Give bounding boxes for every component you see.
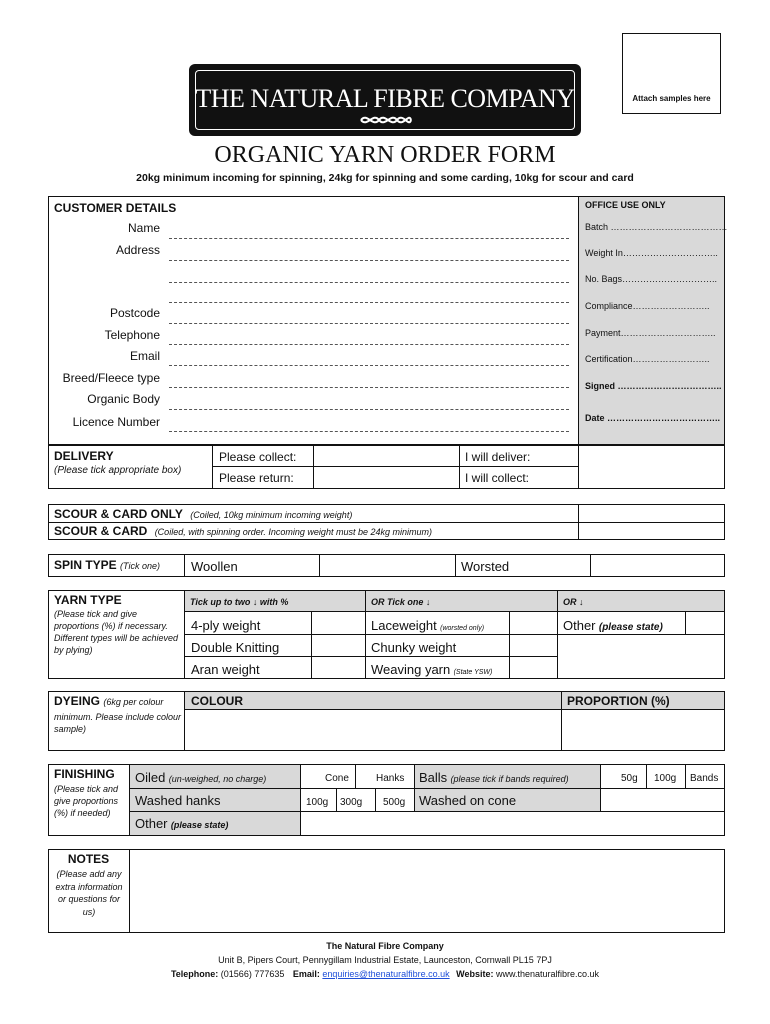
finishing-note: (Please tick and give proportions (%) if needed)	[54, 784, 119, 818]
footer-website: www.thenaturalfibre.co.uk	[496, 969, 600, 979]
footer-email-label: Email:	[292, 969, 320, 979]
yarn-weaving-label: Weaving yarn	[371, 662, 451, 677]
yarn-dk-checkbox[interactable]	[312, 635, 365, 656]
scour-card-only-label: SCOUR & CARD ONLY	[54, 507, 183, 521]
yarn-other-note: (please state)	[598, 622, 663, 633]
woollen-label: Woollen	[191, 559, 238, 574]
balls-100g-checkbox[interactable]	[647, 765, 685, 788]
balls-row	[419, 770, 569, 785]
finishing-label: FINISHING	[54, 767, 115, 781]
scour-card-note: (Coiled, with spinning order. Incoming weight must be 24kg minimum)	[154, 527, 432, 537]
delivery-section	[48, 445, 725, 489]
washed-500g-label: 500g	[383, 797, 406, 808]
footer-contact	[0, 969, 770, 979]
scour-card-checkbox[interactable]	[579, 523, 724, 539]
office-payment: Payment…………………………..	[585, 328, 716, 338]
page-title: ORGANIC YARN ORDER FORM	[214, 142, 556, 168]
yarn-4ply-checkbox[interactable]	[312, 613, 365, 634]
finishing-section	[48, 764, 725, 836]
notes-section	[48, 849, 725, 933]
notes-label: NOTES	[67, 852, 110, 866]
bands-checkbox[interactable]	[686, 765, 724, 788]
dyeing-row	[54, 694, 163, 708]
yarn-other-label: Other	[563, 618, 596, 633]
colour-input[interactable]	[185, 711, 561, 750]
telephone-field[interactable]	[169, 344, 569, 345]
yarn-weaving-checkbox[interactable]	[510, 657, 557, 678]
scour-card-section	[48, 504, 725, 540]
footer-email-link[interactable]: enquiries@thenaturalfibre.co.uk	[322, 969, 450, 979]
office-use-heading: OFFICE USE ONLY	[585, 200, 666, 210]
balls-note: (please tick if bands required)	[450, 774, 569, 784]
colour-heading: COLOUR	[191, 694, 243, 708]
telephone-label: Telephone	[104, 328, 160, 342]
notes-input[interactable]	[130, 850, 724, 932]
finishing-other-label: Other	[135, 816, 168, 831]
knot-icon	[357, 112, 413, 128]
yarn-laceweight-row	[371, 618, 484, 633]
spin-type-section	[48, 554, 725, 577]
office-batch: Batch …………………………………	[585, 222, 728, 232]
footer-website-label: Website:	[456, 969, 494, 979]
yarn-col3-head: OR ↓	[563, 597, 584, 607]
dyeing-note1: (6kg per colour	[103, 697, 164, 707]
yarn-laceweight-note: (worsted only)	[440, 625, 485, 632]
licence-number-field[interactable]	[169, 431, 569, 432]
washed-on-cone-checkbox[interactable]	[601, 789, 724, 811]
oiled-note: (un-weighed, no charge)	[168, 774, 267, 784]
balls-50g-label: 50g	[621, 773, 638, 784]
email-label: Email	[129, 349, 160, 363]
washed-300g-checkbox[interactable]	[337, 789, 375, 811]
yarn-weaving-row	[371, 662, 492, 677]
name-label: Name	[127, 221, 160, 235]
woollen-checkbox[interactable]	[320, 555, 455, 576]
yarn-col2-head: OR Tick one ↓	[371, 597, 431, 607]
spin-type-label: SPIN TYPE	[54, 558, 117, 572]
yarn-dk-label: Double Knitting	[191, 640, 280, 655]
washed-100g-checkbox[interactable]	[301, 789, 336, 811]
balls-label: Balls	[419, 770, 448, 785]
yarn-4ply-label: 4-ply weight	[191, 618, 261, 633]
footer-company: The Natural Fibre Company	[326, 941, 444, 951]
yarn-laceweight-label: Laceweight	[371, 618, 437, 633]
logo-text: THE NATURAL FIBRE COMPANY	[195, 84, 575, 113]
yarn-type-label: YARN TYPE	[54, 593, 122, 607]
scour-card-row	[54, 524, 432, 538]
bands-label: Bands	[690, 773, 719, 784]
footer-telephone-label: Telephone:	[170, 969, 219, 979]
yarn-other-checkbox[interactable]	[686, 613, 724, 634]
dyeing-label: DYEING	[54, 694, 101, 708]
yarn-type-section	[48, 590, 725, 679]
yarn-aran-checkbox[interactable]	[312, 657, 365, 678]
yarn-other-input[interactable]	[558, 635, 724, 678]
i-will-collect-label: I will collect:	[465, 471, 530, 485]
cone-checkbox[interactable]	[301, 765, 355, 788]
office-weight-in: Weight In…………………………..	[585, 248, 718, 258]
please-collect-checkbox[interactable]	[314, 446, 459, 466]
customer-details-section	[48, 196, 728, 445]
scour-card-only-note: (Coiled, 10kg minimum incoming weight)	[190, 510, 353, 520]
yarn-weaving-note: (State YSW)	[453, 669, 493, 676]
office-no-bags: No. Bags…………………………..	[585, 274, 718, 284]
cone-label: Cone	[325, 773, 349, 784]
spin-type-note: (Tick one)	[120, 561, 160, 571]
footer-telephone: (01566) 777635	[220, 969, 285, 979]
oiled-label: Oiled	[135, 770, 166, 785]
please-return-checkbox[interactable]	[314, 467, 459, 488]
address-field-1[interactable]	[169, 260, 569, 261]
postcode-field[interactable]	[169, 323, 569, 324]
proportion-heading: PROPORTION (%)	[567, 694, 670, 708]
yarn-aran-label: Aran weight	[191, 662, 260, 677]
washed-500g-checkbox[interactable]	[376, 789, 414, 811]
i-will-deliver-label: I will deliver:	[465, 450, 531, 464]
finishing-other-input[interactable]	[301, 812, 724, 835]
attach-samples-box	[622, 33, 721, 114]
office-compliance: Compliance……………………..	[585, 301, 710, 311]
oiled-row	[135, 770, 266, 785]
postcode-label: Postcode	[109, 306, 160, 320]
breed-field[interactable]	[169, 387, 569, 388]
organic-body-field[interactable]	[169, 409, 569, 410]
worsted-label: Worsted	[461, 559, 510, 574]
delivery-note: (Please tick appropriate box)	[54, 465, 182, 476]
name-field[interactable]	[169, 238, 569, 239]
office-signed: Signed ……………………………..	[585, 381, 722, 391]
washed-300g-label: 300g	[340, 797, 363, 808]
balls-100g-label: 100g	[654, 773, 677, 784]
licence-number-label: Licence Number	[72, 415, 160, 429]
address-field-3[interactable]	[169, 302, 569, 303]
address-label: Address	[115, 243, 160, 257]
hanks-checkbox[interactable]	[356, 765, 414, 788]
worsted-checkbox[interactable]	[591, 555, 724, 576]
breed-label: Breed/Fleece type	[62, 371, 160, 385]
footer-address: Unit B, Pipers Court, Pennygillam Industrial Estate, Launceston, Cornwall PL15 7PJ	[218, 955, 552, 965]
finishing-other-note: (please state)	[170, 820, 229, 830]
please-return-label: Please return:	[219, 471, 294, 485]
attach-samples-label: Attach samples here	[632, 94, 711, 103]
company-logo	[189, 64, 581, 136]
office-certification: Certification……………………..	[585, 354, 710, 364]
page-subtitle: 20kg minimum incoming for spinning, 24kg for spinning and some carding, 10kg for scour and card	[136, 172, 634, 184]
organic-body-label: Organic Body	[87, 392, 160, 406]
i-will-collect-checkbox[interactable]	[579, 467, 724, 488]
washed-100g-label: 100g	[306, 797, 329, 808]
please-collect-label: Please collect:	[219, 450, 297, 464]
office-date: Date ………………………………..	[585, 413, 721, 423]
scour-card-only-row	[54, 507, 352, 521]
office-use-panel	[578, 197, 728, 444]
spin-type-row	[54, 558, 160, 572]
dyeing-section	[48, 691, 725, 751]
yarn-other-row	[563, 618, 663, 633]
scour-card-only-checkbox[interactable]	[579, 505, 724, 522]
balls-50g-checkbox[interactable]	[601, 765, 646, 788]
washed-on-cone-label: Washed on cone	[419, 793, 517, 808]
i-will-deliver-checkbox[interactable]	[579, 446, 724, 466]
yarn-chunky-checkbox[interactable]	[510, 635, 557, 656]
customer-details-heading: CUSTOMER DETAILS	[54, 201, 177, 215]
proportion-input[interactable]	[562, 711, 724, 750]
scour-card-label: SCOUR & CARD	[54, 524, 148, 538]
yarn-laceweight-checkbox[interactable]	[510, 613, 557, 634]
delivery-heading: DELIVERY	[54, 449, 114, 463]
hanks-label: Hanks	[376, 773, 405, 784]
yarn-col1-head: Tick up to two ↓ with %	[190, 597, 289, 607]
washed-hanks-label: Washed hanks	[135, 793, 221, 808]
dyeing-note2: minimum. Please include colour sample)	[54, 712, 182, 734]
email-field[interactable]	[169, 365, 569, 366]
yarn-chunky-label: Chunky weight	[371, 640, 457, 655]
finishing-other-row	[135, 816, 228, 831]
address-field-2[interactable]	[169, 282, 569, 283]
yarn-type-note: (Please tick and give proportions (%) if necessary. Different types will be achieved by plying)	[54, 609, 179, 655]
notes-note: (Please add any extra information or questions for us)	[55, 869, 123, 917]
